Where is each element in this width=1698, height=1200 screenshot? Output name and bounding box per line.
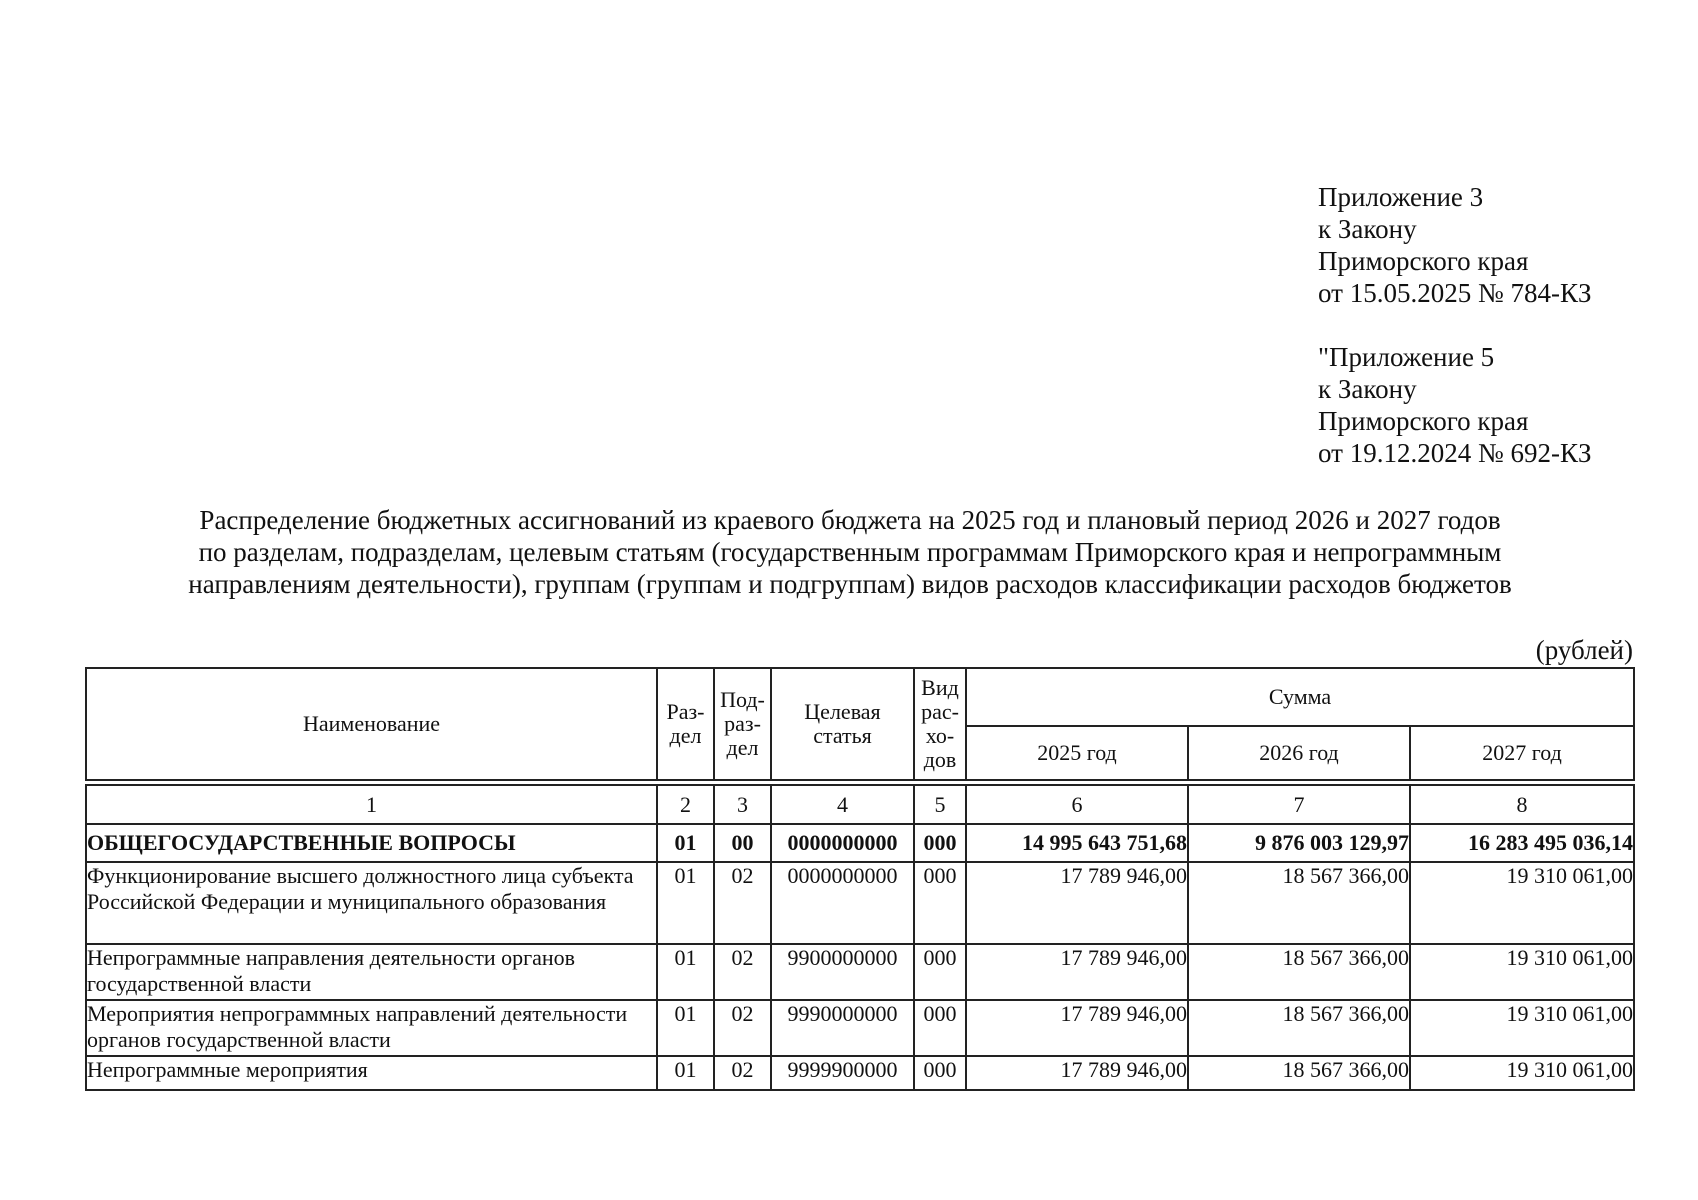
row-amount-2026: 18 567 366,00 [1188,1056,1410,1090]
appendix-line: к Закону [1318,374,1417,404]
row-name: ОБЩЕГОСУДАРСТВЕННЫЕ ВОПРОСЫ [86,824,657,862]
column-number: 2 [657,785,714,824]
column-number: 3 [714,785,771,824]
row-expense-type: 000 [914,944,966,1000]
header-name: Наименование [86,668,657,780]
row-amount-2026: 18 567 366,00 [1188,862,1410,944]
appendix-line: к Закону [1318,214,1417,244]
row-target: 0000000000 [771,824,914,862]
header-section [657,668,714,780]
title-line: Распределение бюджетных ассигнований из краевого бюджета на 2025 год и плановый период 2026 и 2027 годов [199,505,1501,535]
column-number: 4 [771,785,914,824]
row-section: 01 [657,944,714,1000]
row-amount-2026: 18 567 366,00 [1188,1000,1410,1056]
units-label: (рублей) [1535,635,1633,665]
row-subsection: 02 [714,1000,771,1056]
row-expense-type: 000 [914,1000,966,1056]
appendix-line: Приморского края [1318,246,1529,276]
row-amount-2025: 17 789 946,00 [966,862,1188,944]
column-number: 1 [86,785,657,824]
header-subsection-line: дел [726,735,759,760]
table-row [86,1000,1634,1056]
appendix-line: от 15.05.2025 № 784-КЗ [1318,278,1592,308]
title-line: направлениям деятельности), группам (группам и подгруппам) видов расходов классификации расходов бюджетов [188,569,1512,599]
row-subsection: 02 [714,862,771,944]
header-section-line: Раз- [666,699,705,724]
row-target: 0000000000 [771,862,914,944]
row-expense-type: 000 [914,824,966,862]
header-expense-line: хо- [925,723,955,748]
column-number: 6 [966,785,1188,824]
appendix-line: от 19.12.2024 № 692-КЗ [1318,438,1592,468]
row-name: Непрограммные направления деятельности органов государственной власти [86,944,657,1000]
column-number: 5 [914,785,966,824]
row-name: Функционирование высшего должностного лица субъекта Российской Федерации и муниципального образования [86,862,657,944]
appendix-line: Приморского края [1318,406,1529,436]
header-row [86,668,1634,726]
appendix-line: Приложение 3 [1318,182,1484,212]
row-section: 01 [657,862,714,944]
table-row [86,944,1634,1000]
row-amount-2027: 19 310 061,00 [1410,1000,1634,1056]
row-amount-2027: 19 310 061,00 [1410,862,1634,944]
row-subsection: 00 [714,824,771,862]
header-section-line: дел [669,723,702,748]
row-amount-2025: 14 995 643 751,68 [966,824,1188,862]
appendix-line: "Приложение 5 [1318,342,1495,372]
row-expense-type: 000 [914,862,966,944]
row-amount-2027: 19 310 061,00 [1410,1056,1634,1090]
row-amount-2025: 17 789 946,00 [966,1056,1188,1090]
header-expense-line: дов [923,747,957,772]
header-expense-line: Вид [921,675,959,700]
row-amount-2026: 9 876 003 129,97 [1188,824,1410,862]
row-subsection: 02 [714,944,771,1000]
document-title [110,504,1590,600]
row-target: 9999900000 [771,1056,914,1090]
header-target-line: статья [813,723,872,748]
row-amount-2025: 17 789 946,00 [966,944,1188,1000]
table-row [86,824,1634,862]
header-expense-type [914,668,966,780]
appendix-amended [1318,341,1591,469]
header-subsection-line: раз- [724,711,761,736]
row-section: 01 [657,1056,714,1090]
column-number-row [86,785,1634,824]
row-section: 01 [657,1000,714,1056]
header-year-2026: 2026 год [1188,726,1410,780]
header-subsection-line: Под- [720,687,765,712]
row-expense-type: 000 [914,1056,966,1090]
header-year-2027: 2027 год [1410,726,1634,780]
header-year-2025: 2025 год [966,726,1188,780]
row-amount-2027: 19 310 061,00 [1410,944,1634,1000]
row-name: Непрограммные мероприятия [86,1056,657,1090]
header-target-line: Целевая [804,699,881,724]
column-number: 7 [1188,785,1410,824]
row-amount-2026: 18 567 366,00 [1188,944,1410,1000]
row-target: 9990000000 [771,1000,914,1056]
row-target: 9900000000 [771,944,914,1000]
row-name: Мероприятия непрограммных направлений деятельности органов государственной власти [86,1000,657,1056]
header-subsection [714,668,771,780]
row-subsection: 02 [714,1056,771,1090]
row-amount-2027: 16 283 495 036,14 [1410,824,1634,862]
row-section: 01 [657,824,714,862]
budget-table [85,667,1635,1091]
column-number: 8 [1410,785,1634,824]
table-row [86,1056,1634,1090]
row-amount-2025: 17 789 946,00 [966,1000,1188,1056]
title-line: по разделам, подразделам, целевым статьям (государственным программам Приморского края и непрограммным [198,537,1502,567]
header-expense-line: рас- [921,699,959,724]
appendix-reference [1318,181,1591,469]
table-row [86,862,1634,944]
header-sum: Сумма [966,668,1634,726]
appendix-current [1318,181,1591,309]
header-target [771,668,914,780]
